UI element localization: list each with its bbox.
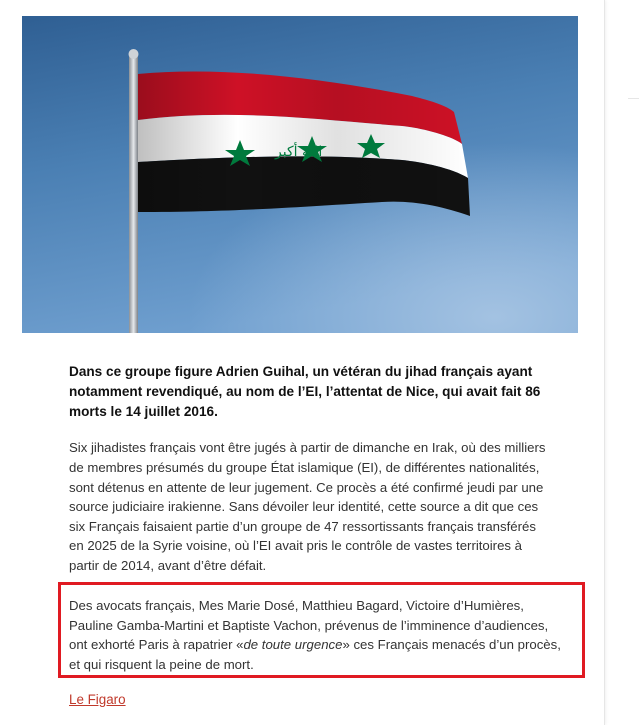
flag-pole	[129, 54, 138, 333]
hero-image-iraq-flag	[22, 16, 578, 333]
paragraph-2-text-after: » ces Français menacés d’un procès, et qui risquent la peine de mort.	[69, 637, 561, 672]
flag-script-text: الله أكبر	[275, 144, 323, 160]
article-paragraph-2	[69, 596, 561, 674]
paragraph-2-quote: de toute urgence	[243, 637, 343, 653]
article-body	[69, 362, 549, 576]
highlighted-paragraph-box	[58, 582, 585, 678]
iraq-flag-image	[22, 16, 578, 333]
article-lede: Dans ce groupe figure Adrien Guihal, un vétéran du jihad français ayant notamment revendiqué, au nom de l’EI, l’attentat de Nice, qui avait fait 86 morts le 14 juillet 2016.	[69, 364, 541, 419]
article-paragraph-1: Six jihadistes français vont être jugés à partir de dimanche en Irak, où des milliers de membres présumés du groupe État islamique (EI), de différentes nationalités, sont détenus en attente de leur jugement. Ce procès a été confirmé jeudi par une source judiciaire irakienne. Sans dévoiler leur identité, cette source a dit que ces six Français faisaient partie d’un groupe de 47 ressortissants français transférés en 2025 de la Syrie voisine, où l’EI avait pris le contrôle de vastes territoires à partir de 2014, avant d’être défait.	[69, 440, 546, 573]
divider	[628, 98, 639, 99]
source-link-le-figaro[interactable]: Le Figaro	[69, 692, 126, 707]
paragraph-2-text-before: Des avocats français, Mes Marie Dosé, Matthieu Bagard, Victoire d’Humières, Pauline Gamba-Martini et Baptiste Vachon, prévenus de l’imminence d’audiences, ont exhorté Paris à rapatrier «	[69, 598, 549, 653]
